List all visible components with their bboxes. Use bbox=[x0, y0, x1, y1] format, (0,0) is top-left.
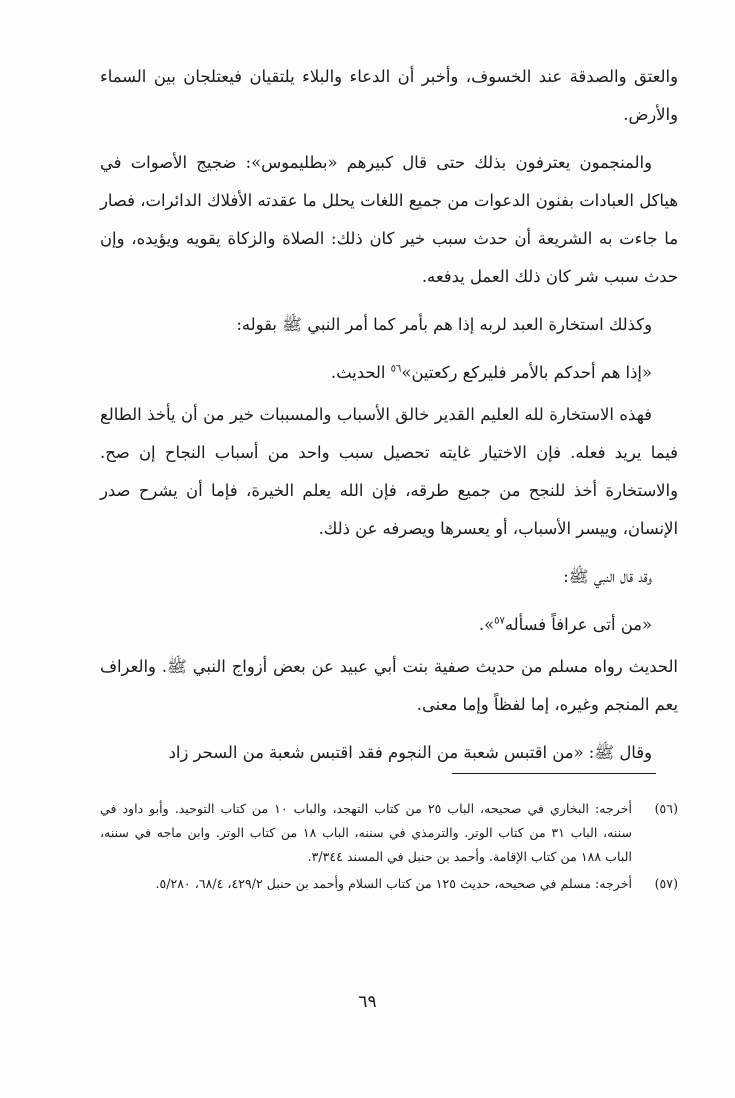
footnotes bbox=[100, 797, 678, 899]
footnote-text: أخرجه: مسلم في صحيحه، حديث ١٢٥ من كتاب السلام وأحمد بن حنبل ٤٢٩/٢، ٦٨/٤، ٥/٢٨٠. bbox=[155, 876, 632, 891]
quote-suffix: ». bbox=[478, 615, 495, 634]
main-text bbox=[100, 58, 678, 782]
footnote-ref[interactable]: ٥٦ bbox=[390, 363, 402, 375]
paragraph: وكذلك استخارة العبد لربه إذا هم بأمر كما أمر النبي ﷺ بقوله: bbox=[236, 315, 652, 334]
hadith-quote bbox=[100, 606, 678, 644]
quote-suffix: الحديث. bbox=[330, 363, 391, 382]
quote-text: «إذا هم أحدكم بالأمر فليركع ركعتين» bbox=[401, 363, 652, 382]
paragraph: والمنجمون يعترفون بذلك حتى قال كبيرهم «بطليموس»: ضجيج الأصوات في هياكل العبادات بفنون الدعوات من جميع اللغات يحلل ما عقدته الأفلاك الدائرات، فصار ما جاءت به الشريعة أن حدث سبب خير كان ذلك: الصلاة والزكاة يقويه ويؤيده، وإن حدث سبب شر كان ذلك العمل يدفعه. bbox=[100, 153, 678, 286]
paragraph: الحديث رواه مسلم من حديث صفية بنت أبي عبيد عن بعض أزواج النبي ﷺ. والعراف يعم المنجم وغيره، إما لفظاً وإما معنى. bbox=[100, 657, 678, 714]
footnote-ref[interactable]: ٥٧ bbox=[494, 615, 505, 627]
page-number: ٦٩ bbox=[358, 992, 377, 1012]
paragraph: وقال ﷺ: «من اقتبس شعبة من النجوم فقد اقتبس شعبة من السحر زاد bbox=[168, 743, 652, 762]
footnote bbox=[100, 872, 678, 896]
paragraph: والعتق والصدقة عند الخسوف، وأخبر أن الدعاء والبلاء يلتقيان فيعتلجان بين السماء والأرض. bbox=[100, 67, 678, 124]
footnote-divider bbox=[452, 773, 656, 774]
footnote-number: (٥٦) bbox=[654, 801, 678, 816]
footnote bbox=[100, 797, 678, 869]
hadith-quote bbox=[100, 354, 678, 392]
footnote-text: أخرجه: البخاري في صحيحه، الباب ٢٥ من كتاب التهجد، والباب ١٠ من كتاب التوحيد. وأبو داود في سننه، الباب ٣١ من كتاب الوتر. والترمذي في سننه، الباب ١٨ من كتاب الوتر. وابن ماجه في سننه، الباب ١٨٨ من كتاب الإقامة. وأحمد بن حنبل في المسند ٣/٣٤٤. bbox=[100, 801, 633, 864]
quote-text: «من أتى عرافاً فسأله bbox=[504, 615, 652, 634]
paragraph: وقد قال النبي ﷺ: bbox=[563, 567, 652, 586]
footnote-number: (٥٧) bbox=[654, 876, 678, 891]
paragraph: فهذه الاستخارة لله العليم القدير خالق الأسباب والمسببات خير من أن يأخذ الطالع فيما يريد فعله. فإن الاختيار غايته تحصيل سبب واحد من أسباب النجاح إن صح. والاستخارة أخذ للنجح من جميع طرقه، فإن الله يعلم الخيرة، فإما أن يشرح صدر الإنسان، وييسر الأسباب، أو يعسرها ويصرفه عن ذلك. bbox=[100, 405, 678, 538]
